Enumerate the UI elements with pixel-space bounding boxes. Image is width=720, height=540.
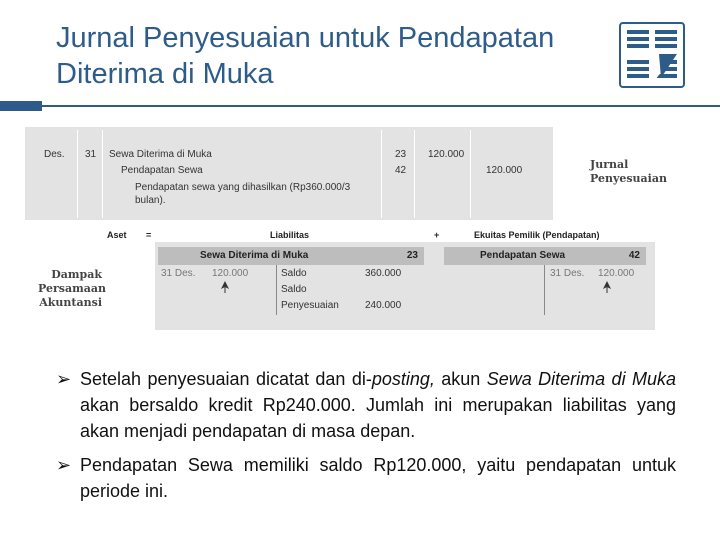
t-account-right-name: Pendapatan Sewa xyxy=(480,250,566,261)
bullet-text-italic: Sewa Diterima di Muka xyxy=(486,369,676,389)
bullet-text: Setelah penyesuaian dicatat dan di- xyxy=(80,369,372,389)
t-account-left-number: 23 xyxy=(406,250,418,261)
t-right-credit-date: 31 Des. xyxy=(550,268,585,279)
publisher-logo-icon xyxy=(619,22,685,88)
journal-date: Des. xyxy=(44,149,65,160)
t-account-right-divider xyxy=(544,265,545,315)
journal-divider xyxy=(77,130,78,218)
journal-explanation: Pendapatan sewa yang dihasilkan (Rp360.000/3 bulan). xyxy=(135,182,351,206)
page-title: Jurnal Penyesuaian untuk Pendapatan Diterima di Muka xyxy=(56,22,555,90)
bullet-item xyxy=(56,452,676,504)
bullet-list xyxy=(56,366,676,512)
equation-ekuitas: Ekuitas Pemilik (Pendapatan) xyxy=(474,230,600,240)
t-left-credit-amount-3: 240.000 xyxy=(365,300,402,311)
journal-credit-account: Pendapatan Sewa xyxy=(121,165,203,176)
journal-ref-credit: 42 xyxy=(395,165,407,176)
arrow-bullet-icon: ➢ xyxy=(56,369,72,389)
t-left-credit-label-2: Saldo xyxy=(281,284,307,295)
t-account-right-header xyxy=(444,247,646,265)
title-accent-bar xyxy=(0,101,42,111)
t-account-right-number: 42 xyxy=(628,250,640,261)
bullet-text: akun xyxy=(434,369,487,389)
equation-liabilitas: Liabilitas xyxy=(270,230,310,240)
equation-equals: = xyxy=(146,230,152,240)
journal-ref-debit: 23 xyxy=(395,149,407,160)
journal-divider xyxy=(102,130,103,218)
arrow-up-icon xyxy=(220,280,230,294)
t-left-credit-amount-1: 360.000 xyxy=(365,268,402,279)
equation-plus: + xyxy=(434,230,440,240)
journal-side-label: Jurnal Penyesuaian xyxy=(590,158,667,185)
journal-divider xyxy=(470,130,471,218)
t-left-debit-date: 31 Des. xyxy=(161,268,196,279)
t-right-credit-amount: 120.000 xyxy=(598,268,635,279)
title-divider xyxy=(42,105,720,107)
t-account-left-divider xyxy=(276,265,277,315)
journal-debit-amount: 120.000 xyxy=(428,149,465,160)
journal-divider xyxy=(414,130,415,218)
bullet-text: Pendapatan Sewa memiliki saldo Rp120.000, yaitu pendapatan untuk periode ini. xyxy=(80,455,676,501)
t-account-left-name: Sewa Diterima di Muka xyxy=(200,250,309,261)
arrow-bullet-icon: ➢ xyxy=(56,455,72,475)
arrow-up-icon xyxy=(602,280,612,294)
bullet-text-italic: posting, xyxy=(371,369,435,389)
journal-day: 31 xyxy=(85,149,97,160)
journal-credit-amount: 120.000 xyxy=(486,165,523,176)
t-left-credit-label-3: Penyesuaian xyxy=(281,300,339,311)
journal-divider xyxy=(381,130,382,218)
bullet-item xyxy=(56,366,676,444)
t-left-credit-label-1: Saldo xyxy=(281,268,307,279)
equation-aset: Aset xyxy=(107,230,127,240)
t-account-left-header xyxy=(158,247,424,265)
bullet-text: akan bersaldo kredit Rp240.000. Jumlah ini merupakan liabilitas yang akan menjadi pendapatan di masa depan. xyxy=(80,395,676,441)
equation-side-label: Dampak Persamaan Akuntansi xyxy=(38,268,106,309)
t-left-debit-amount: 120.000 xyxy=(212,268,249,279)
journal-debit-account: Sewa Diterima di Muka xyxy=(109,149,212,160)
